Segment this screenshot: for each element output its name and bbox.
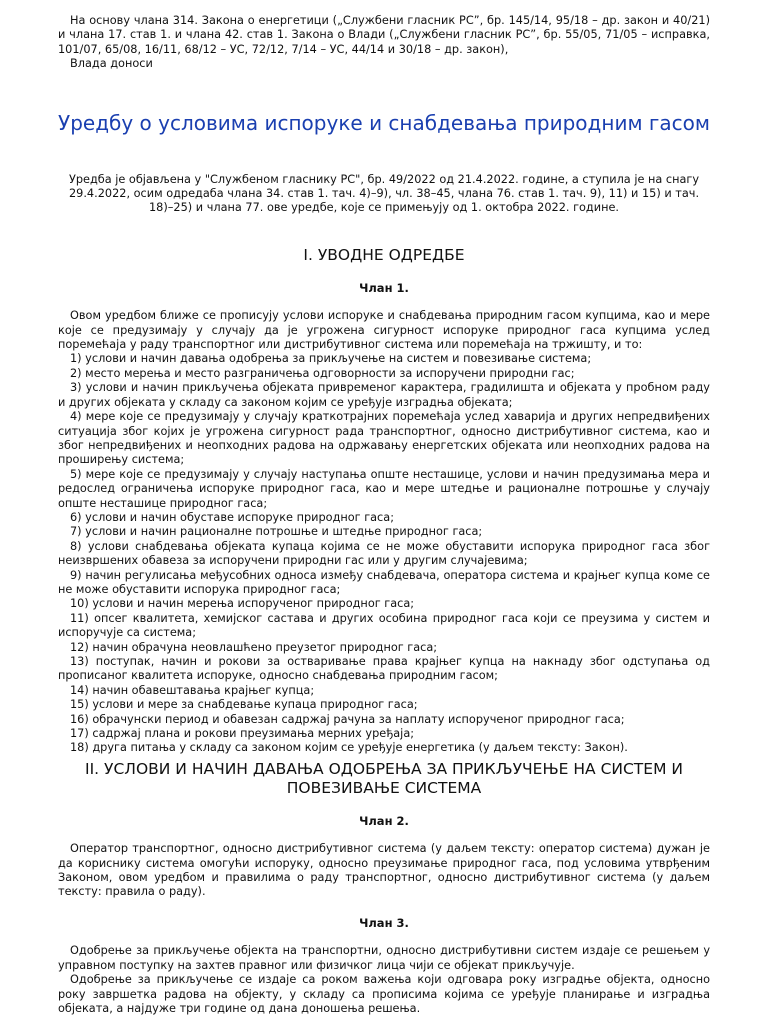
article-3-paragraph: Одобрење за прикључење објекта на транспортни, односно дистрибутивни систем издаје се решењем у управном поступку на захтев правног или физичког лица чији се објекат прикључује. (58, 944, 710, 972)
list-item: 10) услови и начин мерења испорученог природног гаса; (70, 597, 415, 611)
list-item: 17) садржај плана и рокови преузимања мерних уређаја; (70, 727, 415, 741)
list-item: 14) начин обавештавања крајњег купца; (70, 683, 315, 697)
section-2-heading-line-1: II. УСЛОВИ И НАЧИН ДАВАЊА ОДОБРЕЊА ЗА ПРИКЉУЧЕЊЕ НА СИСТЕМ И (85, 759, 683, 778)
article-3-label: Члан 3. (359, 915, 409, 930)
list-item: 1) услови и начин давања одобрења за прикључење на систем и повезивање система; (70, 352, 592, 366)
section-2-heading (58, 760, 710, 798)
preamble-adopts: Влада доноси (70, 57, 153, 71)
list-item: 7) услови и начин рационалне потрошње и штедње природног гаса; (70, 525, 483, 539)
section-2-heading-line-2: ПОВЕЗИВАЊЕ СИСТЕМА (286, 778, 482, 797)
list-item: 2) место мерења и место разграничења одговорности за испоручени природни гас; (70, 366, 575, 380)
document-title: Уредбу о условима испоруке и снабдевања природним гасом (58, 110, 710, 135)
article-3-paragraph: Одобрење за прикључење се издаје са роком важења који одговара року изградње објекта, односно року завршетка радова на објекту, у складу са прописима којима се уређује планирање и изградња објеката, а најдуже три године од дана доношења решења. (58, 973, 710, 1015)
list-item: 4) мере које се предузимају у случају краткотрајних поремећаја услед хаварија и других непредвиђених ситуација због којих је угрожена сигурност рада транспортног, односно дистрибутивног система, као и због непредвиђених и неопходних радова на одржавању енергетских објеката или неопходних радова на проширењу система; (58, 410, 710, 467)
list-item: 11) опсег квалитета, хемијског састава и других особина природног гаса који се преузима у систем и испоручује са система; (58, 611, 710, 640)
list-item: 5) мере које се предузимају у случају наступања опште несташице, услови и начин предузимања мера и редослед ограничења испоруке природног гаса, као и мере штедње и рационалне потрошње у случају опште несташице природног гаса; (58, 467, 710, 510)
list-item: 12) начин обрачуна неовлашћено преузетог природног гаса; (70, 640, 438, 654)
list-item: 15) услови и мере за снабдевање купаца природног гаса; (70, 698, 418, 712)
article-2-text: Оператор транспортног, односно дистрибутивног система (у даљем тексту: оператор система) дужан је да кориснику система омогући испоруку, односно преузимање природног гаса, под условима утврђеним Законом, овом уредбом и правилима о раду транспортног, односно дистрибутивног система (у даљем тексту: правила о раду). (58, 842, 710, 899)
list-item: 13) поступак, начин и рокови за остваривање права крајњег купца на накнаду због одступања од прописаног квалитета испоруке, односно снабдевања природним гасом; (58, 655, 710, 683)
article-1-label: Члан 1. (359, 280, 409, 295)
article-2-label: Члан 2. (359, 813, 409, 828)
publication-note: Уредба је објављена у "Службеном гласнику РС", бр. 49/2022 од 21.4.2022. године, а ступила је на снагу 29.4.2022, осим одредаба члана 34. став 1. тач. 4)–9), чл. 38–45, члана 76. став 1. тач. 9), 11) и 15) и тач. 18)–25) и члана 77. ове уредбе, које се примењују од 1. октобра 2022. године. (68, 172, 700, 215)
article-1-items (58, 352, 710, 755)
list-item: 9) начин регулисања међусобних односа између снабдевача, оператора система и крајњег купца коме се не може обуставити испорука природног гаса; (58, 568, 710, 596)
section-1-heading: I. УВОДНЕ ОДРЕДБЕ (303, 245, 465, 264)
list-item: 8) услови снабдевања објеката купаца којима се не може обуставити испорука природног гаса због неизвршених обавеза за испоручени природни гас или у другим случајевима; (58, 539, 710, 568)
preamble-basis: На основу члана 314. Закона о енергетици („Службени гласник РС”, бр. 145/14, 95/18 – др. закон и 40/21) и члана 17. став 1. и члана 42. став 1. Закона о Влади („Службени гласник РС”, бр. 55/05, 71/05 – исправка, 101/07, 65/08, 16/11, 68/12 – УС, 72/12, 7/14 – УС, 44/14 и 30/18 – др. закон), (58, 14, 710, 56)
list-item: 3) услови и начин прикључења објеката привременог карактера, градилишта и објеката у пробном раду и других објеката у складу са законом којим се уређује изградња објеката; (58, 381, 710, 409)
list-item: 16) обрачунски период и обавезан садржај рачуна за наплату испорученог природног гаса; (70, 712, 625, 726)
article-1-intro: Овом уредбом ближе се прописују услови испоруке и снабдевања природним гасом купцима, као и мере које се предузимају у случају да је угрожена сигурност испоруке природног гаса купцима услед поремећаја у раду транспортног или дистрибутивног система или поремећаја на тржишту, и то: (58, 309, 710, 352)
list-item: 6) услови и начин обуставе испоруке природног гаса; (70, 510, 395, 524)
list-item: 18) друга питања у складу са законом којим се уређује енергетика (у даљем тексту: Закон). (70, 741, 628, 755)
